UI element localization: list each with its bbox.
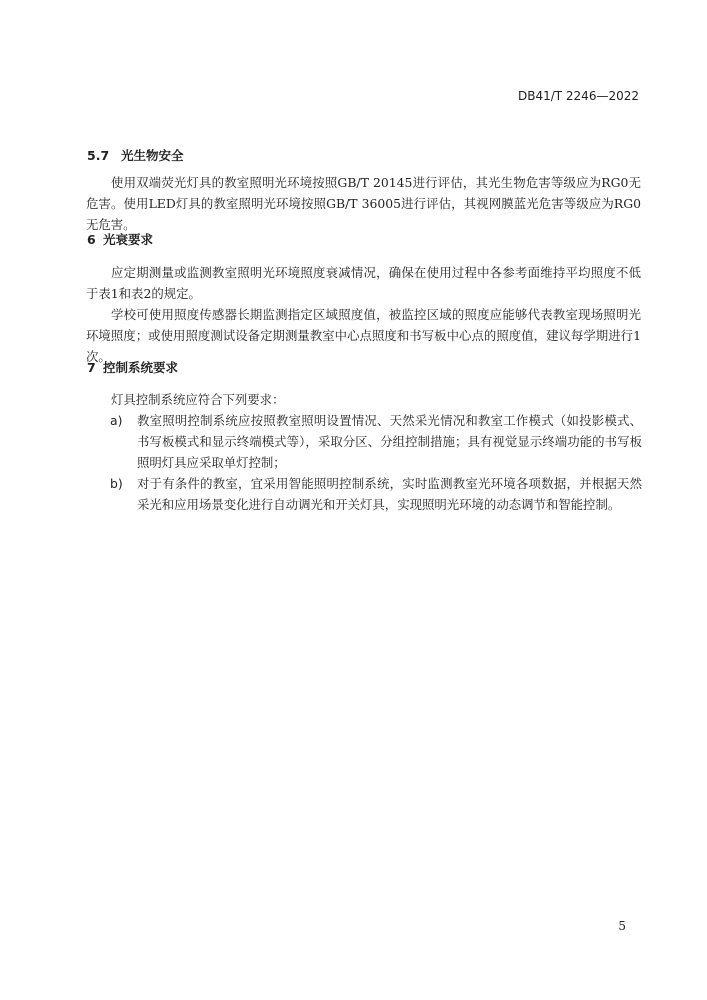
section-title: 控制系统要求 (103, 360, 179, 375)
paragraph: 使用双端荧光灯具的教室照明光环境按照GB/T 20145进行评估，其光生物危害等级应为RG0无危害。使用LED灯具的教室照明光环境按照GB/T 36005进行评估，其视网膜蓝光危害等级应为RG0无危害。 (86, 175, 641, 232)
document-code: DB41/T 2246—2022 (517, 89, 639, 103)
section-heading-6 (87, 230, 153, 248)
list-marker: a) (110, 413, 123, 428)
list-item-text: 对于有条件的教室，宜采用智能照明控制系统，实时监测教室光环境各项数据，并根据天然采光和应用场景变化进行自动调光和开关灯具，实现照明光环境的动态调节和智能控制。 (137, 476, 642, 512)
section-heading-7 (87, 358, 178, 376)
list-item (110, 410, 642, 473)
list-item (110, 473, 642, 515)
paragraph: 应定期测量或监测教室照明光环境照度衰减情况，确保在使用过程中各参考面维持平均照度不低于表1和表2的规定。 (86, 265, 641, 301)
page-number: 5 (618, 919, 626, 933)
section-title: 光衰要求 (103, 232, 154, 247)
section-number: 7 (87, 360, 96, 375)
section-title: 光生物安全 (121, 148, 184, 163)
list-intro: 灯具控制系统应符合下列要求： (111, 392, 285, 407)
section-heading-5-7 (87, 146, 184, 164)
list-item-text: 教室照明控制系统应按照教室照明设置情况、天然采光情况和教室工作模式（如投影模式、书写板模式和显示终端模式等），采取分区、分组控制措施；具有视觉显示终端功能的书写板照明灯具应采取单灯控制； (137, 413, 642, 470)
paragraph: 学校可使用照度传感器长期监测指定区域照度值，被监控区域的照度应能够代表教室现场照明光环境照度；或使用照度测试设备定期测量教室中心点照度和书写板中心点的照度值，建议每学期进行1次。 (86, 307, 641, 364)
section-number: 6 (87, 232, 96, 247)
section-number: 5.7 (87, 148, 110, 163)
list-marker: b) (110, 476, 123, 491)
